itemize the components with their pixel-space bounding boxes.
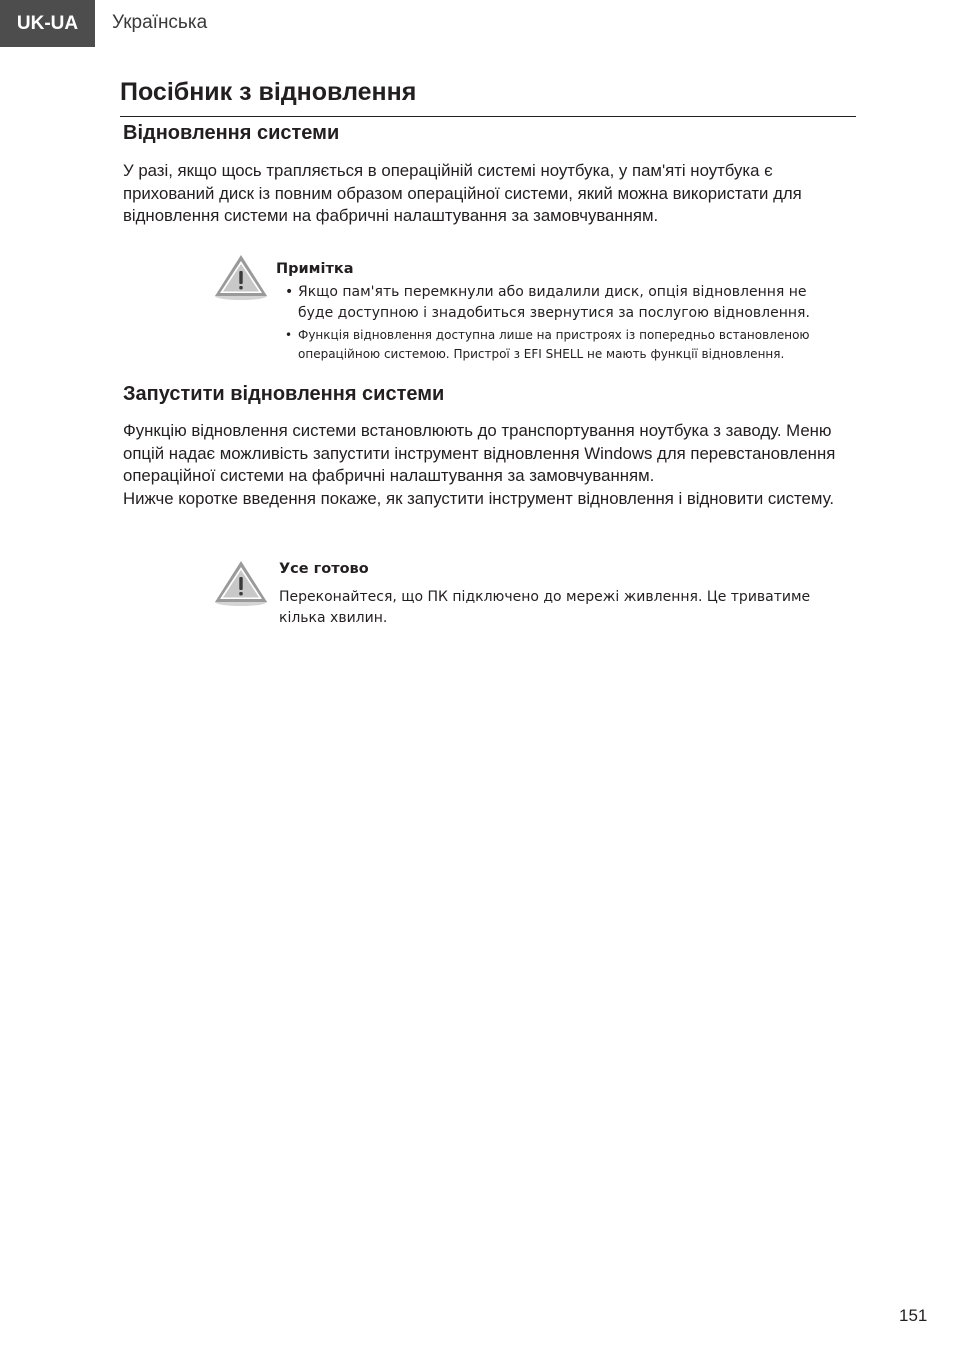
note-item: • Якщо пам'ять перемкнули або видалили диск, опція відновлення не буде доступною і знадобиться звернутися за послугою відновлення. xyxy=(284,282,844,324)
ready-text: Переконайтеся, що ПК підключено до мережі живлення. Це триватиме кілька хвилин. xyxy=(279,589,811,626)
note-item: • Функція відновлення доступна лише на пристроях із попередньо встановленою операційною системою. Пристрої з EFI SHELL не мають функції відновлення. xyxy=(284,326,844,364)
note-list xyxy=(284,282,844,364)
section-heading-system-recovery: Відновлення системи xyxy=(123,122,340,144)
ready-title: Усе готово xyxy=(279,561,369,577)
launch-recovery-text: Функцію відновлення системи встановлюють до транспортування ноутбука з заводу. Меню опцій надає можливість запустити інструмент відновлення Windows для перевстановлення операційної системи на фабричні налаштування за замовчуванням. xyxy=(123,421,836,486)
launch-recovery-text-2: Нижче коротке введення покаже, як запустити інструмент відновлення і відновити систему. xyxy=(123,488,834,508)
system-recovery-paragraph: У разі, якщо щось трапляється в операційній системі ноутбука, у пам'яті ноутбука є прихований диск із повним образом операційної системи, який можна використати для відновлення системи на фабричні налаштування за замовчуванням. xyxy=(123,161,802,226)
section-heading-launch-recovery: Запустити відновлення системи xyxy=(123,383,445,405)
page-number: 151 xyxy=(899,1306,928,1325)
warning-triangle-icon xyxy=(213,559,269,607)
note-title: Примітка xyxy=(276,261,354,277)
language-name: Українська xyxy=(112,12,208,33)
launch-recovery-paragraph xyxy=(123,420,858,510)
language-badge: UK-UA xyxy=(0,0,95,47)
warning-triangle-icon xyxy=(213,253,269,301)
title-divider xyxy=(120,116,856,117)
page-title: Посібник з відновлення xyxy=(120,78,417,106)
